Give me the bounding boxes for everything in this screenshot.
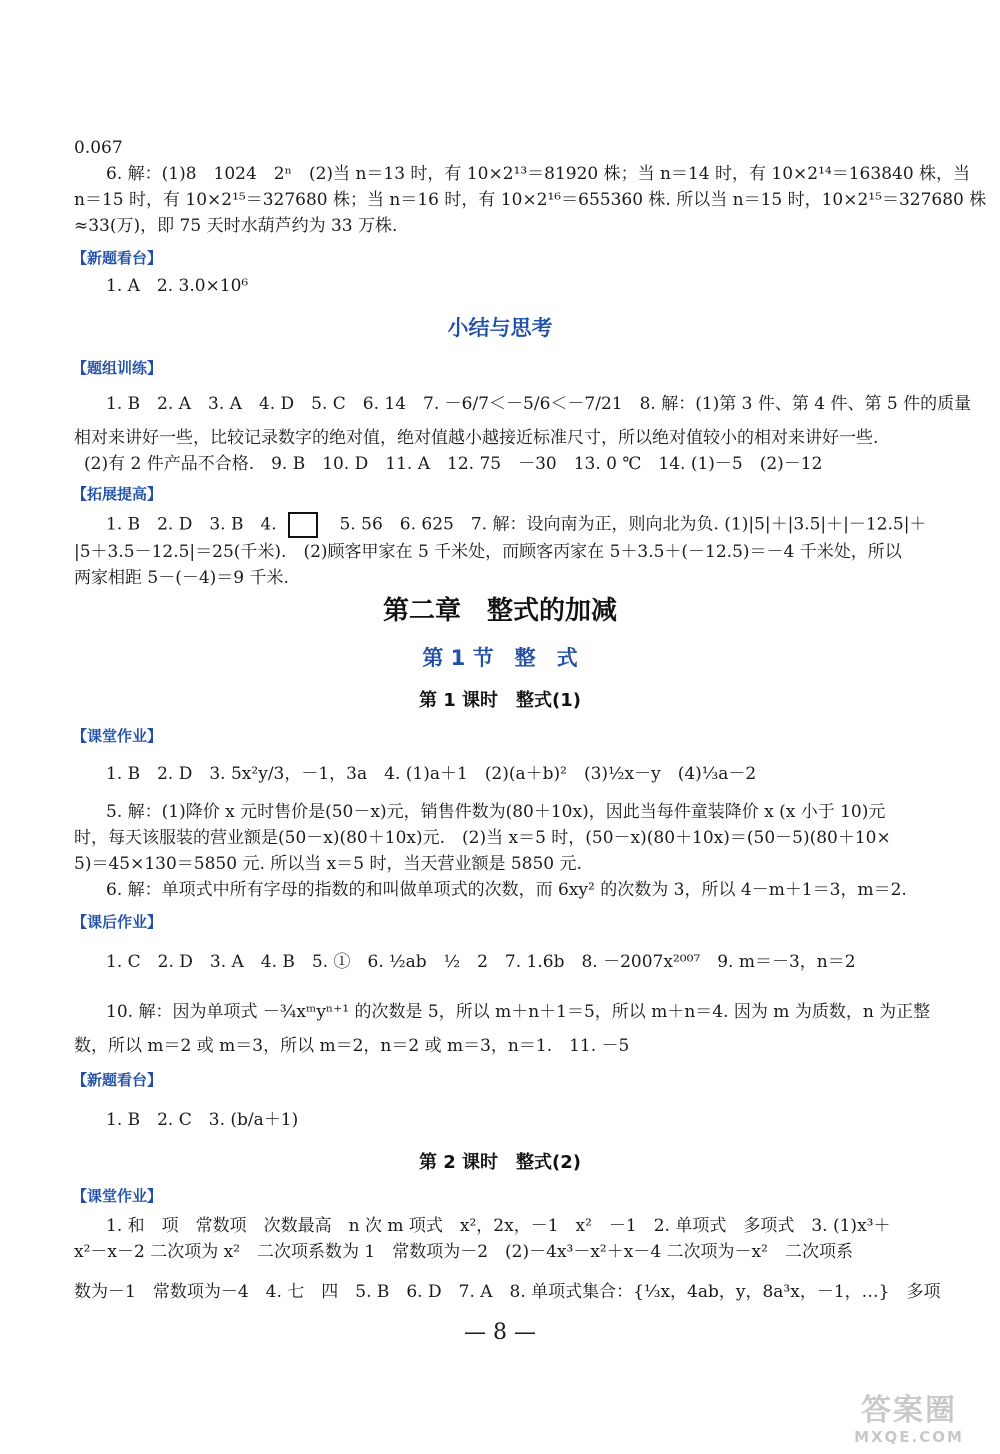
- section-tag: 【题组训练】: [72, 359, 163, 377]
- lesson-heading: 第 1 课时 整式(1): [418, 690, 582, 711]
- text-line: 5. 解：(1)降价 x 元时售价是(50－x)元，销售件数为(80＋10x)，因此当每件童装降价 x (x 小于 10)元: [106, 802, 886, 822]
- text-line: 1. B 2. A 3. A 4. D 5. C 6. 14 7. －6/7＜－5/6＜－7/21 8. 解：(1)第 3 件、第 4 件、第 5 件的质量: [106, 394, 972, 414]
- text-line: x²－x－2 二次项为 x² 二次项系数为 1 常数项为－2 (2)－4x³－x²＋x－4 二次项为－x² 二次项系: [74, 1242, 853, 1262]
- text-line: [106, 512, 926, 538]
- answer-box: [288, 512, 318, 538]
- watermark-text: 答案圈: [861, 1393, 957, 1428]
- text-line: 1. C 2. D 3. A 4. B 5. ① 6. ½ab ½ 2 7. 1.6b 8. －2007x²⁰⁰⁷ 9. m＝－3，n＝2: [106, 952, 856, 972]
- section-tag: 【课后作业】: [72, 913, 163, 931]
- section-tag: 【拓展提高】: [72, 485, 163, 503]
- text-line: 1. A 2. 3.0×10⁶: [106, 276, 249, 296]
- section-tag: 【新题看台】: [72, 249, 163, 267]
- text-line: 1. B 2. C 3. (b/a＋1): [106, 1110, 299, 1130]
- watermark-url: MXQE.COM: [854, 1428, 964, 1446]
- text-line: 1. B 2. D 3. 5x²y/3，－1，3a 4. (1)a＋1 (2)(a＋b)² (3)½x－y (4)⅓a－2: [106, 764, 757, 784]
- text-line: 6. 解：(1)8 1024 2ⁿ (2)当 n＝13 时，有 10×2¹³＝81920 株；当 n＝14 时，有 10×2¹⁴＝163840 株，当: [106, 164, 971, 184]
- section-tag: 【课堂作业】: [72, 1187, 163, 1205]
- text-line: 1. 和 项 常数项 次数最高 n 次 m 项式 x²，2x，－1 x² －1 2. 单项式 多项式 3. (1)x³＋: [106, 1216, 891, 1236]
- text-line: 时，每天该服装的营业额是(50－x)(80＋10x)元. (2)当 x＝5 时，(50－x)(80＋10x)＝(50－5)(80＋10×: [74, 828, 891, 848]
- lesson-heading: 第 2 课时 整式(2): [418, 1152, 582, 1173]
- text-segment: 1. B 2. D 3. B 4.: [106, 514, 277, 535]
- text-line: 0.067: [74, 138, 123, 158]
- chapter-title: 第二章 整式的加减: [382, 596, 617, 626]
- text-line: 数为－1 常数项为－4 4. 七 四 5. B 6. D 7. A 8. 单项式集合：{⅓x，4ab，y，8a³x，－1，…} 多项: [74, 1282, 941, 1302]
- section-tag: 【新题看台】: [72, 1071, 163, 1089]
- watermark-logo: [834, 1394, 984, 1448]
- text-line: (2)有 2 件产品不合格. 9. B 10. D 11. A 12. 75 －30 13. 0 ℃ 14. (1)－5 (2)－12: [84, 454, 823, 474]
- text-line: 相对来讲好一些，比较记录数字的绝对值，绝对值越小越接近标准尺寸，所以绝对值较小的相对来讲好一些.: [74, 428, 879, 448]
- page-number: — 8 —: [464, 1320, 536, 1345]
- text-line: n＝15 时，有 10×2¹⁵＝327680 株；当 n＝16 时，有 10×2¹⁶＝655360 株. 所以当 n＝15 时，10×2¹⁵＝327680 株: [74, 190, 987, 210]
- text-line: |5＋3.5－12.5|＝25(千米). (2)顾客甲家在 5 千米处，而顾客丙家在 5＋3.5＋(－12.5)＝－4 千米处，所以: [74, 542, 902, 562]
- text-line: 6. 解：单项式中所有字母的指数的和叫做单项式的次数，而 6xy² 的次数为 3，所以 4－m＋1＝3，m＝2.: [106, 880, 907, 900]
- text-line: 10. 解：因为单项式 －¾xᵐyⁿ⁺¹ 的次数是 5，所以 m＋n＋1＝5，所以 m＋n＝4. 因为 m 为质数，n 为正整: [106, 1002, 931, 1022]
- section-tag: 【课堂作业】: [72, 727, 163, 745]
- text-line: 数，所以 m＝2 或 m＝3，所以 m＝2，n＝2 或 m＝3，n＝1. 11. －5: [74, 1036, 630, 1056]
- text-segment: 5. 56 6. 625 7. 解：设向南为正，则向北为负. (1)|5|＋|3.5|＋|－12.5|＋: [339, 514, 927, 535]
- text-line: 两家相距 5－(－4)＝9 千米.: [74, 568, 289, 588]
- text-line: ≈33(万)，即 75 天时水葫芦约为 33 万株.: [74, 216, 398, 236]
- text-line: 5)＝45×130＝5850 元. 所以当 x＝5 时，当天营业额是 5850 元.: [74, 854, 582, 874]
- section-heading: 小结与思考: [447, 316, 553, 340]
- section-heading: 第 1 节 整 式: [422, 646, 578, 670]
